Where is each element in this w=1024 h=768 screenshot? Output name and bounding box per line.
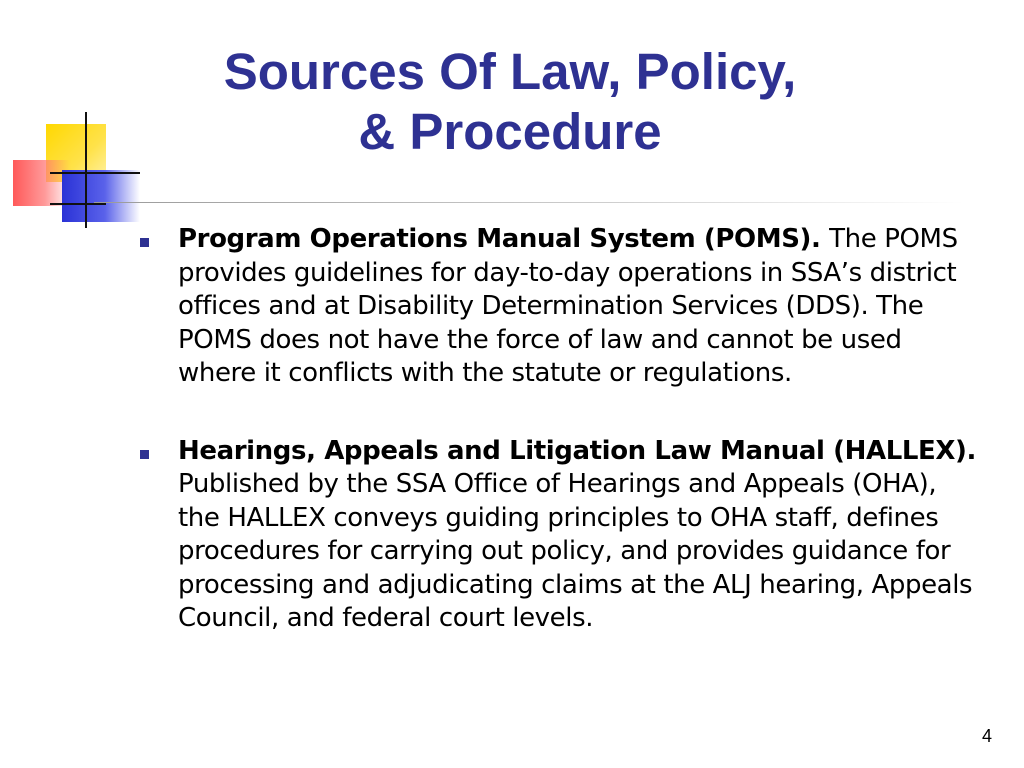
decorative-squares-logo <box>0 0 140 230</box>
bullet-body: Published by the SSA Office of Hearings and Appeals (OHA), the HALLEX conveys guiding principles to OHA staff, defines procedures for carrying out policy, and provides guidance for processing and adjudicating claims at the ALJ hearing, Appeals Council, and federal court levels. <box>178 469 973 633</box>
slide-content <box>140 223 980 680</box>
bullet-heading: Program Operations Manual System (POMS). <box>178 224 830 254</box>
blue-square <box>62 170 140 222</box>
page-number: 4 <box>981 726 992 746</box>
bullet-heading: Hearings, Appeals and Litigation Law Manual (HALLEX). <box>178 435 977 466</box>
horizontal-line-bottom <box>50 203 106 205</box>
vertical-line <box>85 112 87 228</box>
square-bullet-icon <box>140 238 149 247</box>
title-line-1: Sources Of Law, Policy, <box>223 43 797 100</box>
title-line-2: & Procedure <box>358 103 662 160</box>
square-bullet-icon <box>140 450 149 459</box>
bullet-body: The POMS provides guidelines for day-to-day operations in SSA’s district offices and at Disability Determination Services (DDS). The POMS does not have the force of law and cannot be used where it conflicts with the statute or regulations. <box>178 224 958 388</box>
slide-title <box>150 42 870 162</box>
bullet-text <box>178 435 980 636</box>
bullet-poms <box>140 223 980 391</box>
bullet-text <box>178 223 980 391</box>
bullet-hallex <box>140 435 980 636</box>
horizontal-line-top <box>50 172 140 174</box>
title-divider <box>94 202 964 203</box>
